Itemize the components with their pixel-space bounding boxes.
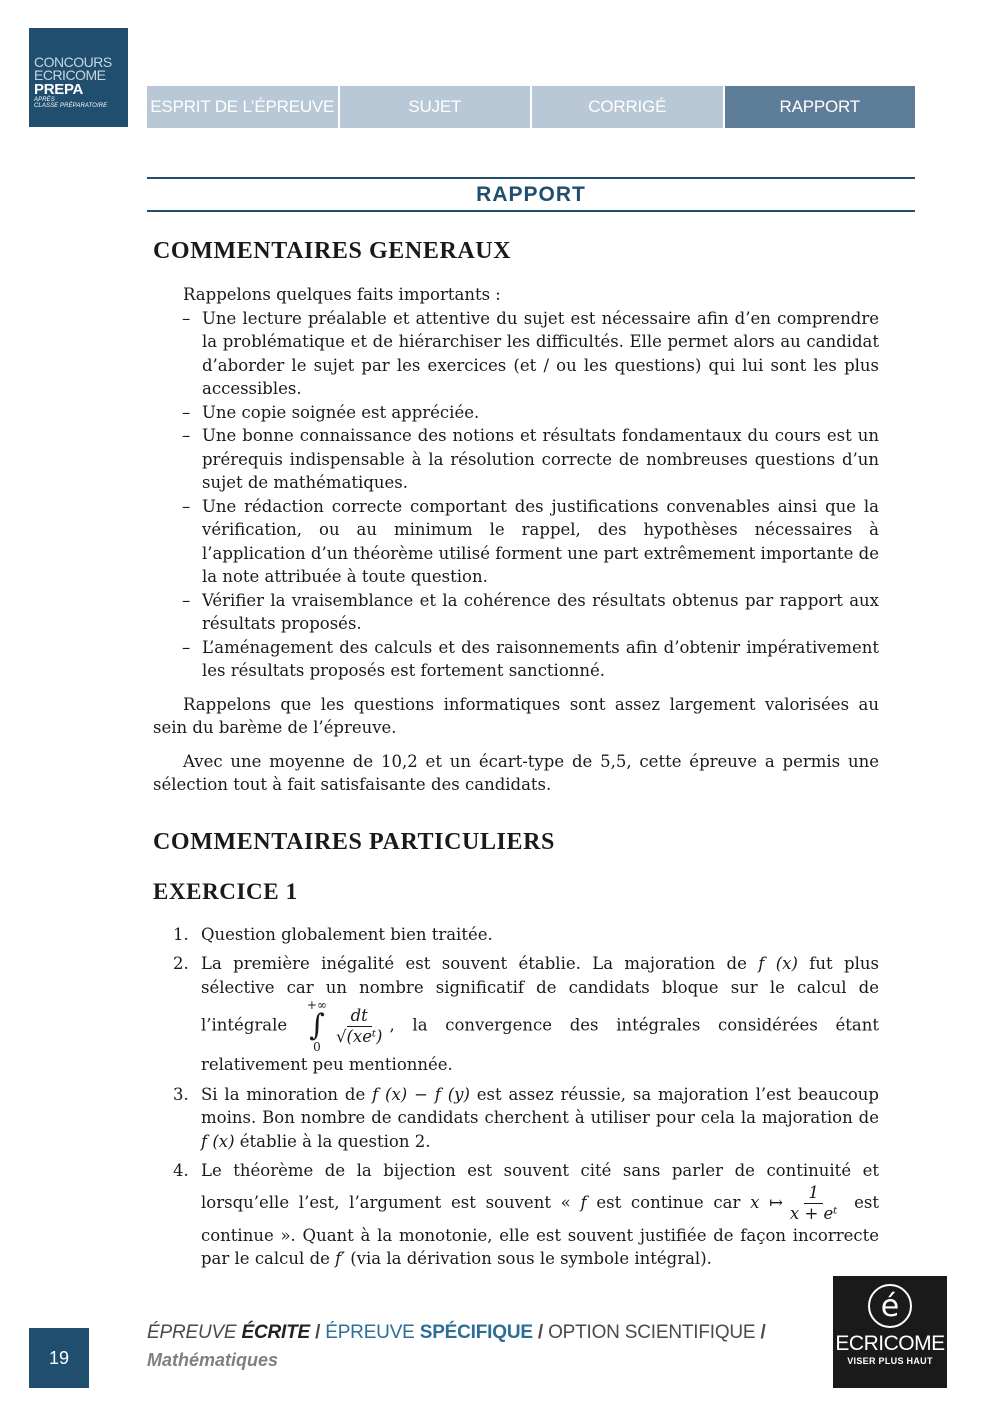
question-item: 3. Si la minoration de f (x) − f (y) est assez réussie, sa majoration l’est beaucoup moins. Bon nombre de candidats cherchent à utiliser pour cela la majoration de f (x) établie à la question 2.	[173, 1084, 879, 1151]
list-item: – Une lecture préalable et attentive du sujet est nécessaire afin d’en comprendre la problématique et de hiérarchiser les difficultés. Elle permet alors au candidat d’aborder le sujet par les exercices (et / ou les questions) qui lui sont les plus accessibles.	[182, 308, 879, 398]
math-f: f	[580, 1192, 587, 1212]
list-item: – Une copie soignée est appréciée.	[182, 402, 480, 422]
logo-line-classe: CLASSE PRÉPARATOIRE	[34, 103, 108, 109]
logo-tagline: VISER PLUS HAUT	[847, 1356, 933, 1366]
section-title: RAPPORT	[147, 177, 915, 212]
section-tabs	[147, 86, 915, 128]
tab-corrige[interactable]: CORRIGÉ	[532, 86, 723, 128]
exercise-questions	[153, 923, 879, 1271]
math-map: x ↦	[750, 1192, 783, 1212]
logo-line-concours: CONCOURS	[34, 54, 112, 70]
ecricome-logo	[833, 1276, 947, 1388]
general-list	[153, 307, 879, 683]
list-item: – Une bonne connaissance des notions et résultats fondamentaux du cours est un prérequis indispensable à la résolution correcte de nombreuses questions d’un sujet de mathématiques.	[182, 426, 879, 492]
math-fx: f (x)	[758, 954, 798, 973]
list-item: – L’aménagement des calculs et des raisonnements afin d’obtenir impérativement les résultats proposés est fortement sanctionné.	[182, 637, 879, 680]
math-fx: f (x)	[201, 1131, 235, 1151]
math-difference: f (x) − f (y)	[372, 1084, 470, 1104]
tab-esprit[interactable]: ESPRIT DE L’ÉPREUVE	[147, 86, 338, 128]
list-item: – Vérifier la vraisemblance et la cohérence des résultats obtenus par rapport aux résultats proposés.	[182, 590, 879, 633]
exercise-heading: EXERCICE 1	[153, 878, 298, 904]
general-heading: COMMENTAIRES GENERAUX	[153, 238, 512, 264]
tab-rapport[interactable]: RAPPORT	[725, 86, 916, 128]
list-item: – Une rédaction correcte comportant des justifications convenables ainsi que la vérification, ou au minimum le rappel, des hypothèses nécessaires à l’application d’un théorème utilisé forment une part extrêmement importante de la note attribuée à toute question.	[182, 496, 879, 586]
logo-line-ecricome: ECRICOME	[34, 67, 106, 83]
footer-subject: Mathématiques	[147, 1350, 279, 1370]
question-item: 1. Question globalement bien traitée.	[173, 924, 493, 944]
concours-ecricome-logo	[29, 28, 128, 127]
paragraph-moyenne: Avec une moyenne de 10,2 et un écart-type de 5,5, cette épreuve a permis une sélection tout à fait satisfaisante des candidats.	[153, 751, 879, 794]
fraction-one-over: $\frac{1}{\text{x + eᵗ}}$	[789, 1182, 838, 1223]
question-item: 4. Le théorème de la bijection est souvent cité sans parler de continuité et lorsqu’elle l’est, l’argument est souvent « f est continue car x ↦ $\frac{1}{\text{x + eᵗ}}$ est continue ». Quant à la monotonie, elle est souvent justifiée de façon incorrecte par le calcul de f′ (via la dérivation sous le symbole intégral).	[173, 1161, 879, 1268]
general-intro: Rappelons quelques faits importants :	[183, 285, 501, 304]
logo-name: ECRICOME	[835, 1332, 945, 1355]
footer-exam-type: ÉPREUVE ÉCRITE / ÉPREUVE SPÉCIFIQUE / OPTION SCIENTIFIQUE /	[147, 1322, 766, 1343]
logo-line-prepa: PREPA	[34, 81, 84, 98]
math-fprime: f′	[335, 1249, 345, 1268]
logo-line-apres: APRÈS	[34, 97, 55, 103]
paragraph-informatique: Rappelons que les questions informatiques sont assez largement valorisées au sein du barème de l’épreuve.	[153, 694, 879, 737]
question-item: 2. La première inégalité est souvent établie. La majoration de f (x) fut plus sélective car un nombre significatif de candidats bloque sur le calcul de l’intégrale +∞ ∫ 0 $\frac{dt}{\text{√(xeᵗ)}}$ , la convergence des intégrales considérées étant relativement peu mentionnée.	[173, 954, 879, 1074]
ecricome-e-icon: é	[868, 1284, 912, 1328]
particular-heading: COMMENTAIRES PARTICULIERS	[153, 828, 555, 855]
page-number: 19	[29, 1328, 89, 1388]
integral-expression: +∞ ∫ 0	[306, 998, 327, 1054]
fraction-dt: $\frac{dt}{\text{√(xeᵗ)}}$	[335, 1005, 383, 1046]
tab-sujet[interactable]: SUJET	[340, 86, 531, 128]
report-content	[153, 236, 879, 1277]
